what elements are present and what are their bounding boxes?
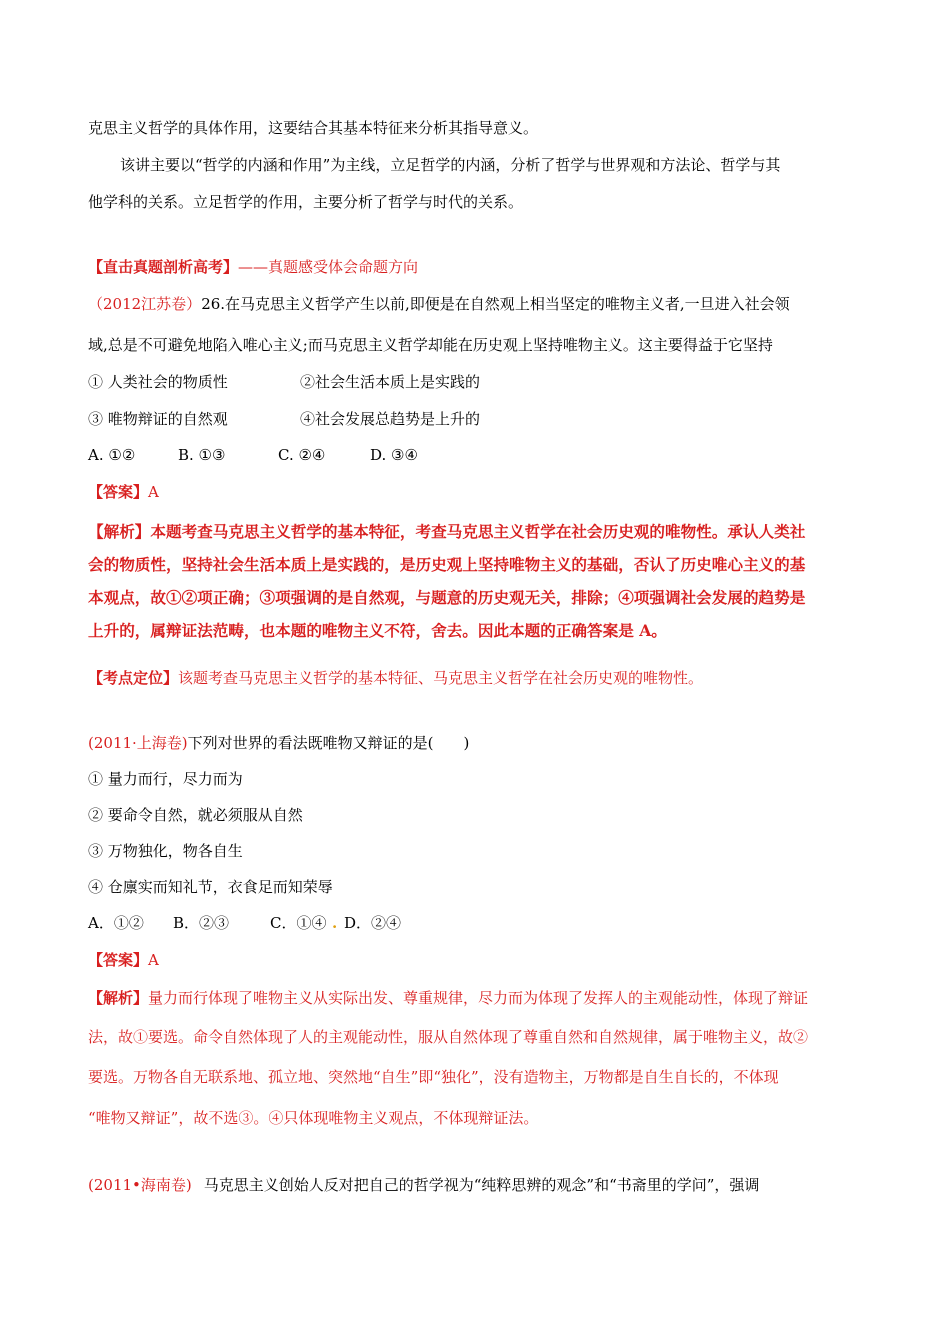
q1-option-1: ① 人类社会的物质性 [88, 373, 228, 391]
q2-stem-line [88, 733, 469, 753]
q1-source: （2012江苏卷） [88, 295, 202, 313]
section-heading-bracket: 【直击真题剖析高考】 [88, 258, 239, 276]
q1-choice-c: C. ②④ [278, 446, 326, 464]
q1-kaodian-label: 【考点定位】 [88, 669, 179, 687]
q2-answer [88, 950, 159, 970]
q2-choice-a: A．①② [88, 914, 144, 932]
q3-stem-line [88, 1175, 759, 1195]
q2-analysis-1: 量力而行体现了唯物主义从实际出发、尊重规律，尽力而为体现了发挥人的主观能动性，体现了辩证 [148, 989, 809, 1007]
q1-answer-value: A [148, 483, 159, 501]
q1-choice-b: B. ①③ [178, 446, 226, 464]
q1-choice-a: A. ①② [88, 446, 136, 464]
q2-analysis-label: 【解析】 [88, 989, 149, 1007]
q1-options-row-2 [88, 409, 480, 429]
q1-analysis-line-2: 会的物质性，坚持社会生活本质上是实践的，是历史观上坚持唯物主义的基础，否认了历史唯心主义的基 [88, 555, 806, 574]
q2-option-4: ④ 仓廪实而知礼节，衣食足而知荣辱 [88, 878, 333, 896]
q1-analysis-line-4: 上升的，属辩证法范畴，也本题的唯物主义不符，舍去。因此本题的正确答案是 A。 [88, 621, 667, 640]
q2-analysis-line-3: 要选。万物各自无联系地、孤立地、突然地“自生”即“独化”，没有造物主，万物都是自生自长的，不体现 [88, 1068, 779, 1086]
q3-stem: 马克思主义创始人反对把自己的哲学视为“纯粹思辨的观念”和“书斋里的学问”，强调 [203, 1176, 760, 1194]
q2-choice-d: D．②④ [344, 914, 402, 932]
section-heading [88, 257, 418, 277]
intro-line-3: 他学科的关系。立足哲学的作用，主要分析了哲学与时代的关系。 [88, 193, 524, 211]
q1-choices [88, 445, 418, 465]
q2-stem: 下列对世界的看法既唯物又辩证的是( ) [187, 734, 470, 752]
q2-answer-label: 【答案】 [88, 951, 149, 969]
q1-answer [88, 482, 159, 502]
q2-choice-c: C．①④ [270, 914, 327, 932]
q2-choice-b: B．②③ [173, 914, 230, 932]
q2-option-2: ② 要命令自然，就必须服从自然 [88, 806, 303, 824]
q3-source: (2011•海南卷) [88, 1176, 192, 1194]
q1-stem-line-1 [88, 294, 790, 314]
q2-source: (2011·上海卷) [88, 734, 188, 752]
section-heading-rest: ——真题感受体会命题方向 [238, 258, 419, 276]
q1-options-row-1 [88, 372, 480, 392]
q1-analysis-line-3: 本观点，故①②项正确；③项强调的是自然观，与题意的历史观无关，排除；④项强调社会发展的趋势是 [88, 588, 806, 607]
q2-option-3: ③ 万物独化，物各自生 [88, 842, 243, 860]
intro-line-2: 该讲主要以“哲学的内涵和作用”为主线，立足哲学的内涵，分析了哲学与世界观和方法论、哲学与其 [120, 156, 781, 174]
q2-analysis-line-2: 法，故①要选。命令自然体现了人的主观能动性，服从自然体现了尊重自然和自然规律，属于唯物主义，故② [88, 1028, 809, 1046]
q2-choice-dot: . [332, 914, 338, 932]
q1-option-4: ④社会发展总趋势是上升的 [300, 410, 481, 428]
q1-analysis-line-1: 【解析】本题考查马克思主义哲学的基本特征，考查马克思主义哲学在社会历史观的唯物性。承认人类社 [88, 522, 806, 541]
q2-option-1: ① 量力而行，尽力而为 [88, 770, 243, 788]
q1-answer-label: 【答案】 [88, 483, 149, 501]
q1-stem-line-2: 域,总是不可避免地陷入唯心主义;而马克思主义哲学却能在历史观上坚持唯物主义。这主要得益于它坚持 [88, 336, 773, 354]
q1-kaodian [88, 668, 703, 688]
q2-analysis-line-4: “唯物又辩证”，故不选③。④只体现唯物主义观点，不体现辩证法。 [88, 1109, 539, 1127]
q1-choice-d: D. ③④ [370, 446, 418, 464]
q1-stem-1: 26.在马克思主义哲学产生以前,即便是在自然观上相当坚定的唯物主义者,一旦进入社会领 [201, 295, 790, 313]
q2-analysis-line-1 [88, 988, 808, 1008]
q2-answer-value: A [148, 951, 159, 969]
q1-option-2: ②社会生活本质上是实践的 [300, 373, 481, 391]
q1-option-3: ③ 唯物辩证的自然观 [88, 410, 228, 428]
q2-choices [88, 913, 401, 933]
q1-kaodian-text: 该题考查马克思主义哲学的基本特征、马克思主义哲学在社会历史观的唯物性。 [178, 669, 704, 687]
intro-line-1: 克思主义哲学的具体作用，这要结合其基本特征来分析其指导意义。 [88, 119, 539, 137]
